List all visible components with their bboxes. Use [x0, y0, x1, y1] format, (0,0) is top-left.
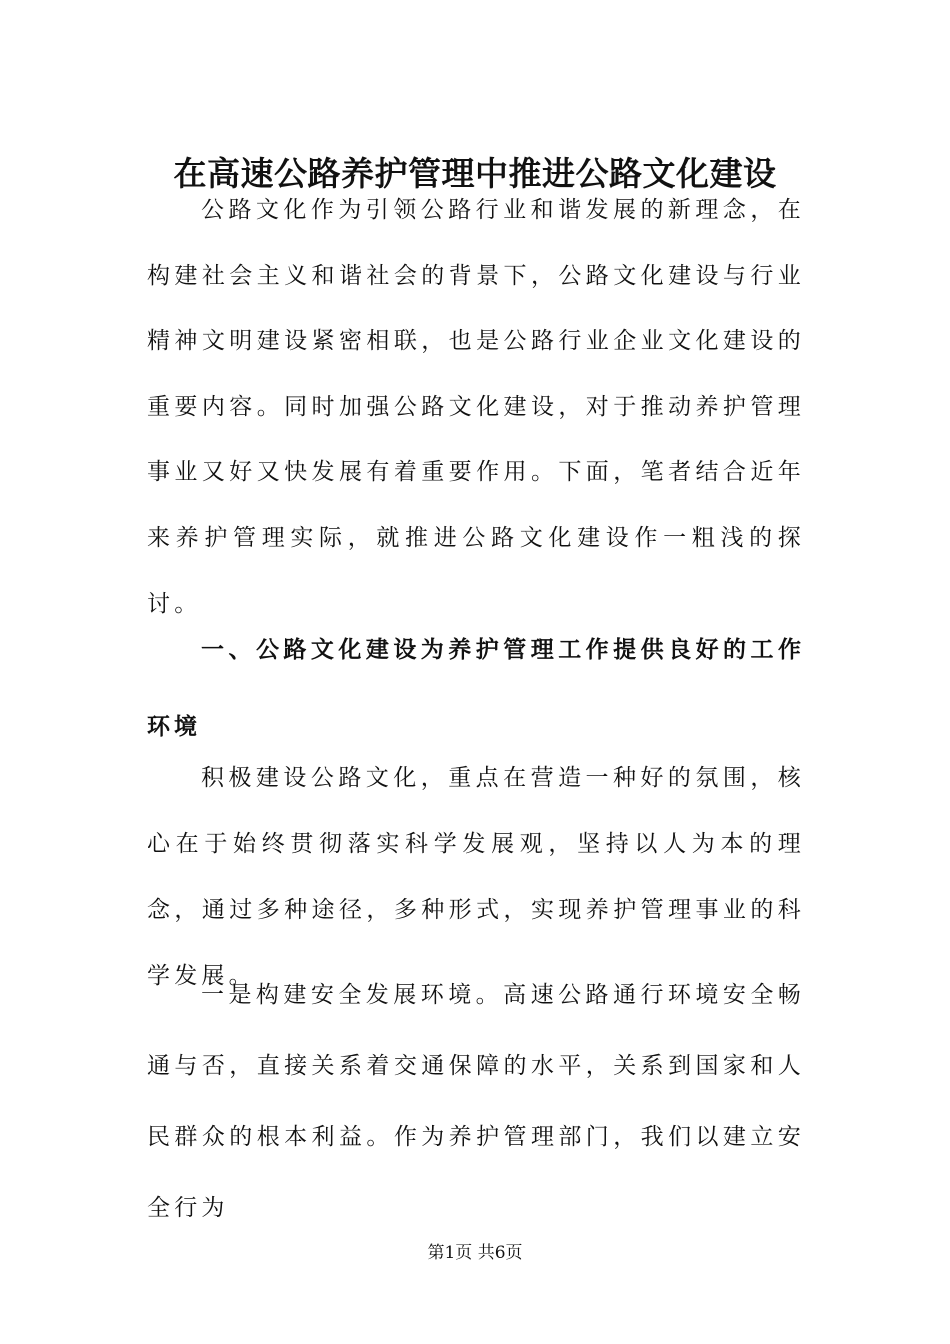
intro-paragraph: 公路文化作为引领公路行业和谐发展的新理念，在构建社会主义和谐社会的背景下，公路文化建设与行业精神文明建设紧密相联，也是公路行业企业文化建设的重要内容。同时加强公路文化建设，对于推动养护管理事业又好又快发展有着重要作用。下面，笔者结合近年来养护管理实际，就推进公路文化建设作一粗浅的探讨。 [147, 197, 805, 617]
section-1-body-paragraph: 积极建设公路文化，重点在营造一种好的氛围，核心在于始终贯彻落实科学发展观，坚持以人为本的理念，通过多种途径，多种形式，实现养护管理事业的科学发展。 [147, 765, 805, 989]
section-1-heading: 一、公路文化建设为养护管理工作提供良好的工作环境 [147, 637, 805, 740]
intro-paragraph-block [147, 178, 805, 637]
section-1-point-1-block [147, 960, 805, 1244]
section-1-point-1-paragraph: 一是构建安全发展环境。高速公路通行环境安全畅通与否，直接关系着交通保障的水平，关系到国家和人民群众的根本利益。作为养护管理部门，我们以建立安全行为 [147, 982, 805, 1221]
page-number-footer: 第1页 共6页 [427, 1243, 523, 1263]
document-title: 在高速公路养护管理中推进公路文化建设 [173, 154, 777, 194]
